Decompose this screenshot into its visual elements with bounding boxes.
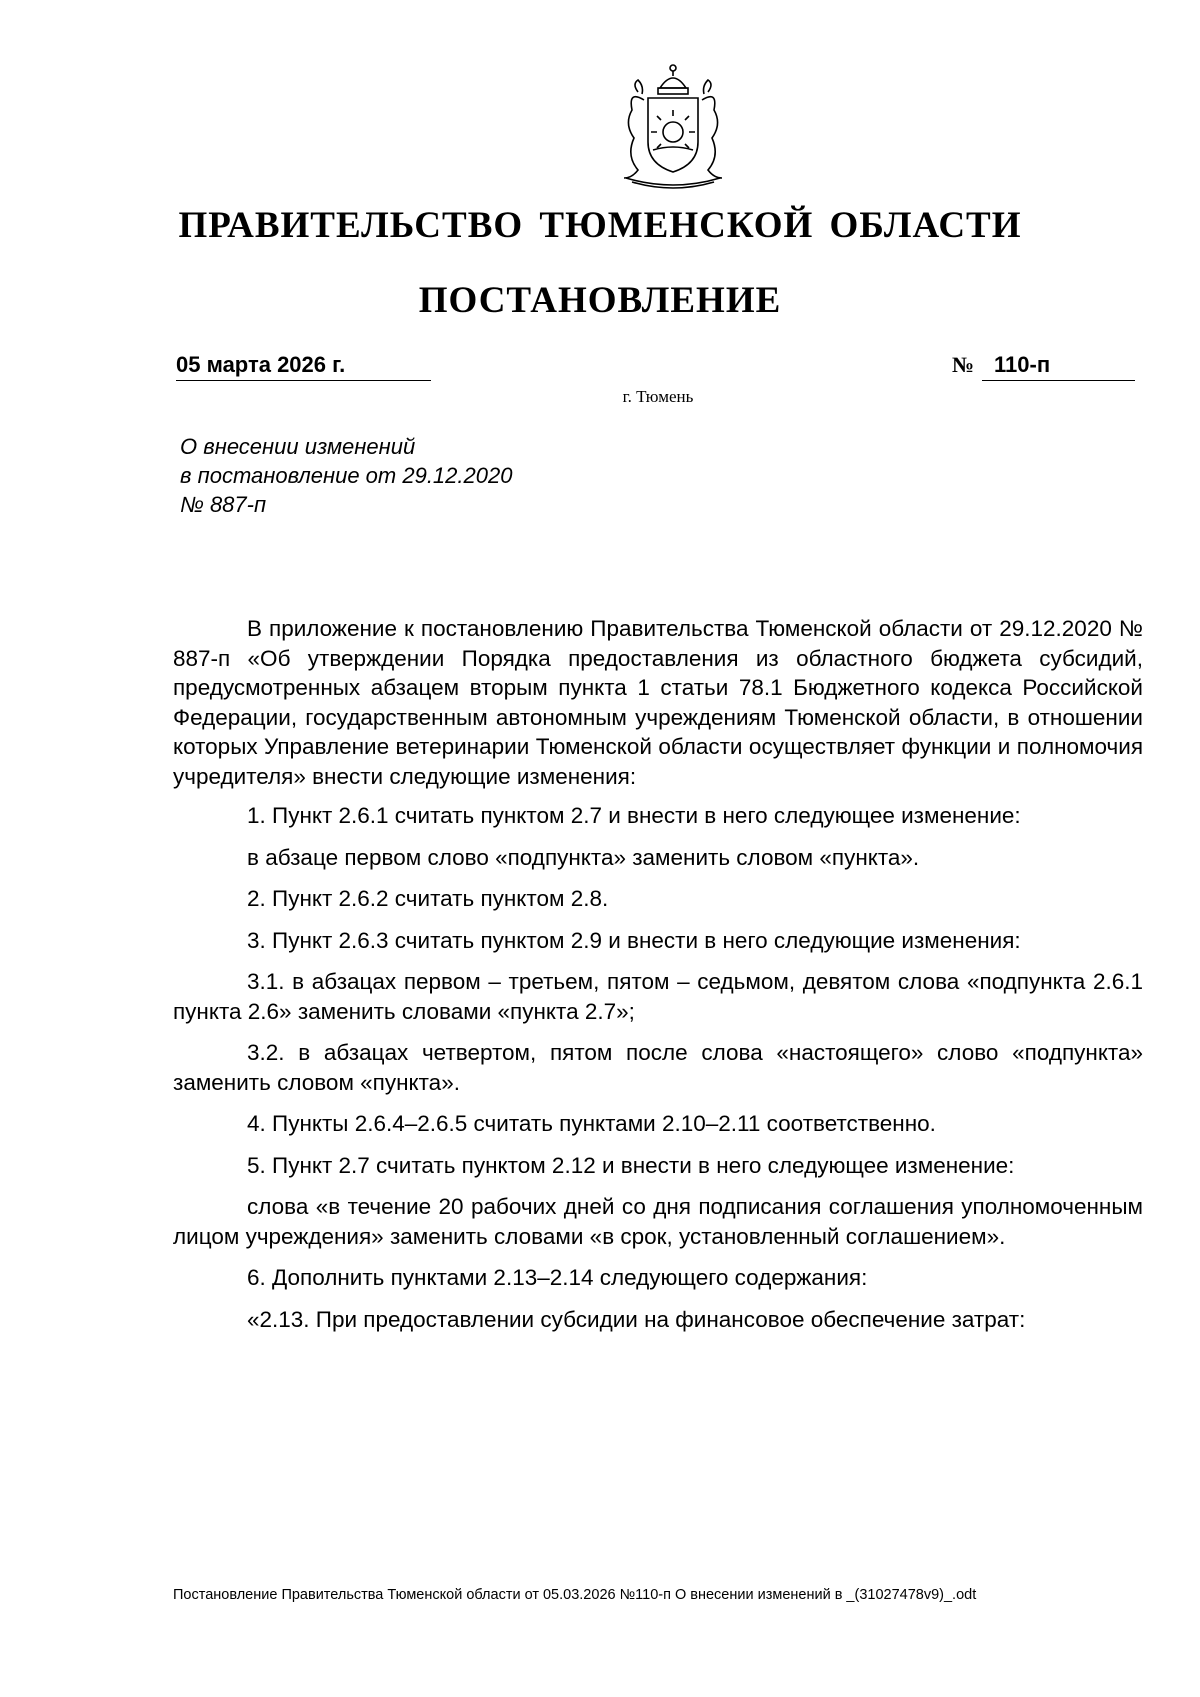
body-paragraph: 2. Пункт 2.6.2 считать пунктом 2.8.	[247, 886, 609, 911]
body-paragraph: 3.1. в абзацах первом – третьем, пятом – седьмом, девятом слова «подпункта 2.6.1 пункта 2.6» заменить словами «пункта 2.7»;	[173, 969, 1143, 1024]
document-type: ПОСТАНОВЛЕНИЕ	[418, 280, 782, 321]
body-paragraph: 3. Пункт 2.6.3 считать пунктом 2.9 и внести в него следующие изменения:	[247, 927, 1021, 953]
body-paragraph: 5. Пункт 2.7 считать пунктом 2.12 и внести в него следующее изменение:	[247, 1152, 1015, 1178]
body-paragraph: «2.13. При предоставлении субсидии на финансовое обеспечение затрат:	[247, 1306, 1026, 1332]
body-paragraph: в абзаце первом слово «подпункта» заменить словом «пункта».	[247, 844, 920, 870]
document-body	[173, 614, 1143, 1346]
body-paragraph: слова «в течение 20 рабочих дней со дня подписания соглашения уполномоченным лицом учреждения» заменить словами «в срок, установленный соглашением».	[173, 1194, 1143, 1249]
city: г. Тюмень	[622, 387, 694, 406]
body-paragraph: 3.2. в абзацах четвертом, пятом после слова «настоящего» слово «подпункта» заменить словом «пункта».	[173, 1040, 1143, 1095]
body-paragraph: 4. Пункты 2.6.4–2.6.5 считать пунктами 2.10–2.11 соответственно.	[247, 1111, 936, 1136]
body-paragraph: В приложение к постановлению Правительства Тюменской области от 29.12.2020 № 887-п «Об утверждении Порядка предоставления из областного бюджета субсидий, предусмотренных абзацем вторым пункта 1 статьи 78.1 Бюджетного кодекса Российской Федерации, государственным автономным учреждениям Тюменской области, в отношении которых Управление ветеринарии Тюменской области осуществляет функции и полномочия учредителя» внести следующие изменения:	[173, 616, 1143, 789]
document-date: 05 марта 2026 г.	[176, 352, 431, 381]
page-footer: Постановление Правительства Тюменской области от 05.03.2026 №110-п О внесении изменений в _(31027478v9)_.odt	[173, 1587, 977, 1603]
subject-line: О внесении изменений	[180, 434, 416, 459]
document-subject	[180, 432, 512, 519]
subject-line: в постановление от 29.12.2020	[180, 463, 513, 488]
government-title: ПРАВИТЕЛЬСТВО ТЮМЕНСКОЙ ОБЛАСТИ	[178, 205, 1022, 246]
number-label: №	[952, 352, 975, 377]
body-paragraph: 1. Пункт 2.6.1 считать пунктом 2.7 и внести в него следующее изменение:	[247, 803, 1021, 828]
document-number: 110-п	[982, 352, 1135, 381]
subject-line: № 887-п	[180, 492, 267, 517]
body-paragraph: 6. Дополнить пунктами 2.13–2.14 следующего содержания:	[247, 1265, 868, 1290]
tyumen-oblast-coat-of-arms-icon	[598, 60, 748, 190]
